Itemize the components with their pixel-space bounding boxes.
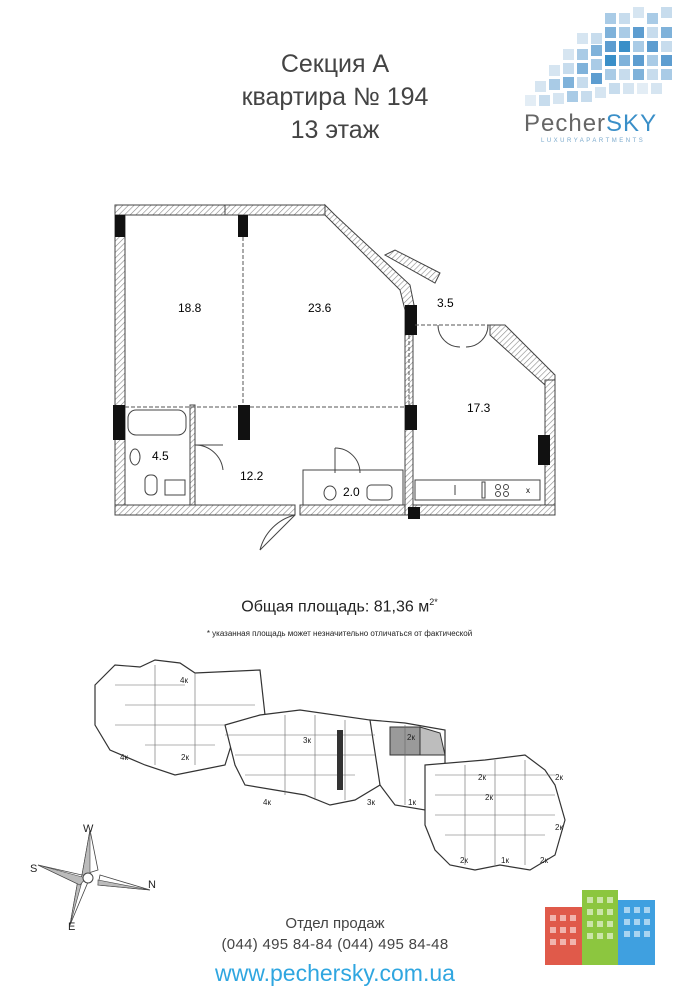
room-area-3-5: 3.5 bbox=[437, 296, 454, 310]
apt-label-9: 2к bbox=[478, 773, 486, 782]
room-area-18-8: 18.8 bbox=[178, 301, 202, 315]
room-area-12-2: 12.2 bbox=[240, 469, 264, 483]
apt-label-13: 2к bbox=[540, 856, 548, 865]
apt-label-2: 4к bbox=[120, 753, 128, 762]
compass-s: S bbox=[30, 863, 38, 875]
apt-label-15: 2к bbox=[555, 823, 563, 832]
logo-wordmark: PecherSKY bbox=[524, 110, 658, 137]
room-area-2-0: 2.0 bbox=[343, 485, 360, 499]
apt-label-3: 2к bbox=[181, 753, 189, 762]
room-area-23-6: 23.6 bbox=[308, 301, 332, 315]
apt-label-4: 4к bbox=[263, 798, 271, 807]
floor-title: 13 этаж bbox=[290, 116, 380, 144]
total-area: Общая площадь: 81,36 $м^{2*}$ bbox=[241, 597, 438, 616]
sales-title: Отдел продаж bbox=[285, 915, 385, 932]
room-area-17-3: 17.3 bbox=[467, 401, 491, 415]
apt-label-5: 3к bbox=[303, 736, 311, 745]
partition-lines bbox=[125, 237, 490, 407]
apt-label-14: 2к bbox=[485, 793, 493, 802]
apartment-plan bbox=[110, 195, 570, 555]
compass-e: E bbox=[68, 921, 76, 933]
kitchen-counter bbox=[415, 480, 540, 500]
buildings-logo bbox=[540, 885, 660, 965]
room-area-4-5: 4.5 bbox=[152, 449, 169, 463]
apartment-title: квартира № 194 bbox=[241, 83, 429, 111]
apt-label-11: 2к bbox=[460, 856, 468, 865]
apt-label-1: 4к bbox=[180, 676, 188, 685]
area-disclaimer: * указанная площадь может незначительно отличаться от фактической bbox=[206, 629, 473, 638]
apt-label-6: 2к bbox=[407, 733, 415, 742]
website-link[interactable]: www.pechersky.com.ua bbox=[215, 960, 455, 986]
apt-label-7: 3к bbox=[367, 798, 375, 807]
compass-w: W bbox=[83, 823, 94, 835]
logo-subtitle: LUXURYAPARTMENTS bbox=[541, 138, 646, 144]
kitchen-fixture-label: x bbox=[526, 486, 530, 495]
apt-label-12: 1к bbox=[501, 856, 509, 865]
apt-label-10: 2к bbox=[555, 773, 563, 782]
apt-label-8: 1к bbox=[408, 798, 416, 807]
sales-phones: (044) 495 84-84 (044) 495 84-48 bbox=[221, 936, 449, 953]
columns bbox=[113, 215, 550, 519]
bathroom-fixtures bbox=[128, 410, 403, 505]
section-title: Секция А bbox=[280, 50, 390, 78]
logo-mosaic bbox=[523, 5, 679, 113]
compass-n: N bbox=[148, 879, 156, 891]
